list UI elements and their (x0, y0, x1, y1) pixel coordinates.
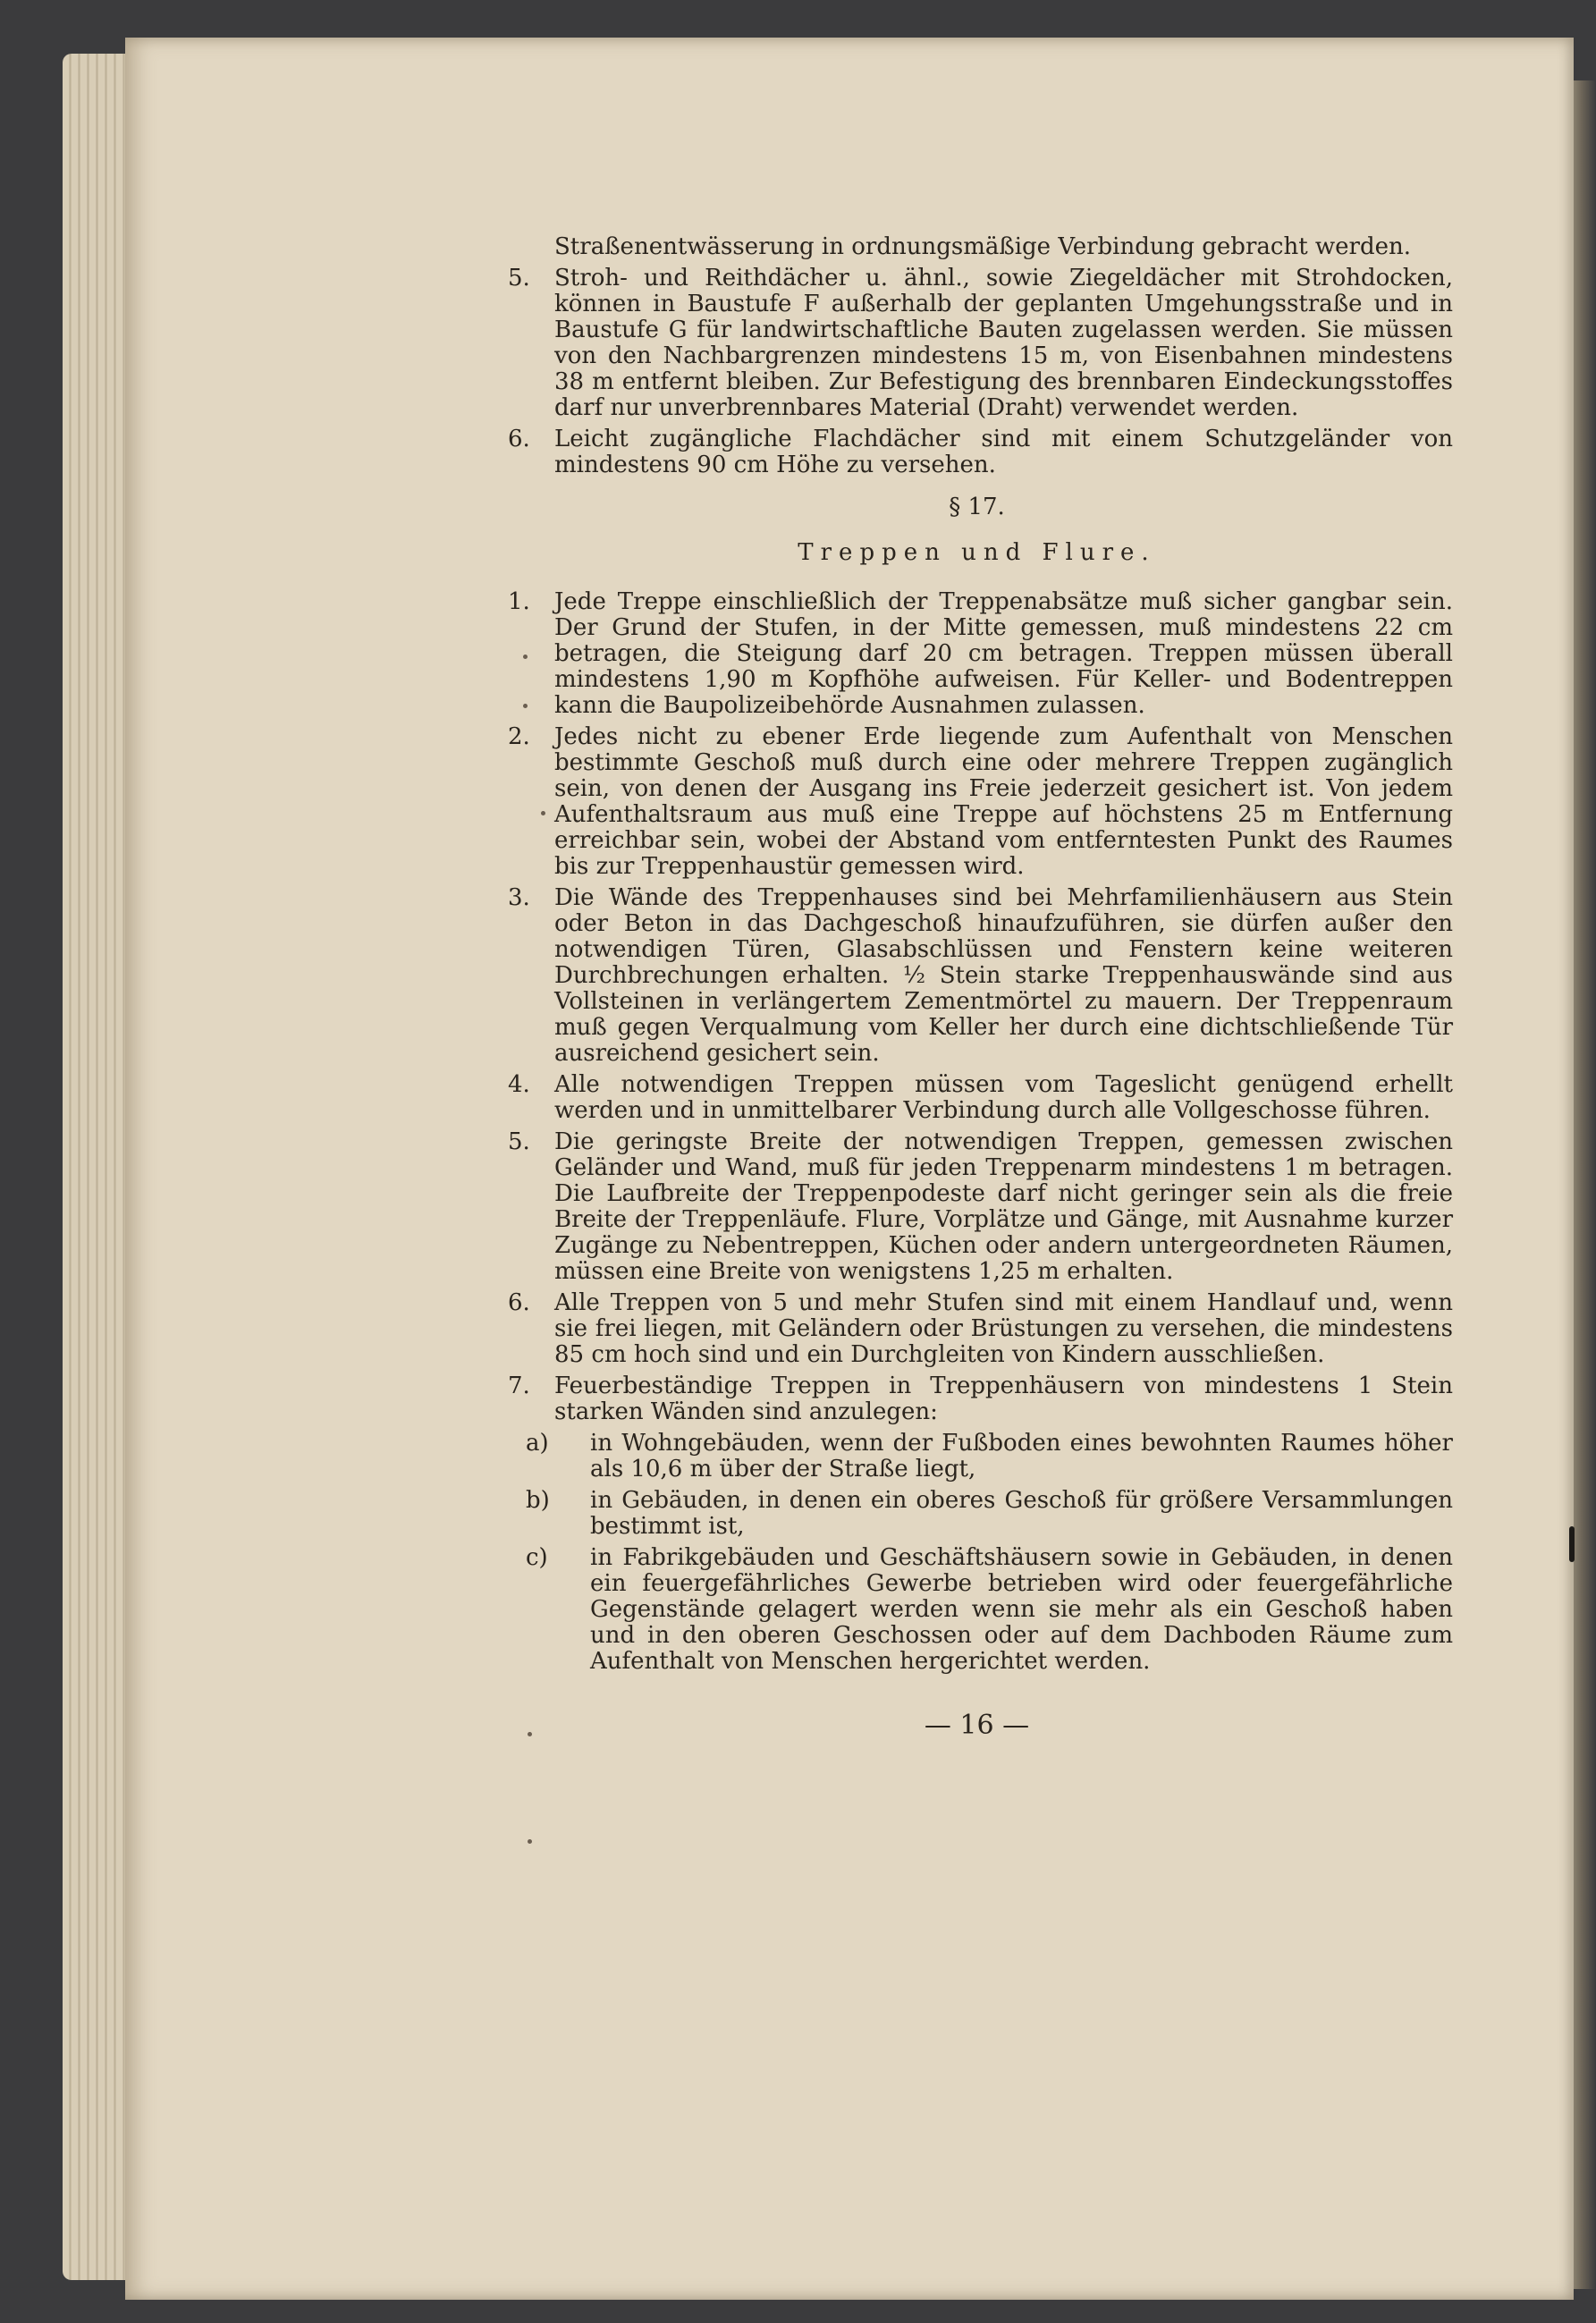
list-item (501, 1072, 1453, 1124)
section-title: Treppen und Flure. (798, 539, 1156, 566)
item-text: Die geringste Breite der notwendigen Treppen, gemessen zwischen Geländer und Wand, muß für jeden Treppenarm mindestens 1 m betragen. Die Laufbreite der Treppenpodeste darf nicht geringer sein als die freie Breite der Treppenläufe. Flure, Vorplätze und Gänge, mit Ausnahme kurzer Zugänge zu Nebentreppen, Küchen oder andern untergeordneten Räumen, müssen eine Breite von wenigstens 1,25 m erhalten. (554, 1128, 1453, 1285)
item-text: Jede Treppe einschließlich der Treppenabsätze muß sicher gangbar sein. Der Grund der Stufen, in der Mitte gemessen, muß mindestens 22 cm betragen, die Steigung darf 20 cm betragen. Treppen müssen überall mindestens 1,90 m Kopfhöhe aufweisen. Für Keller- und Bodentreppen kann die Baupolizeibehörde Ausnahmen zulassen. (554, 588, 1453, 719)
item-number: 6. (508, 1289, 530, 1316)
sub-item-letter: c) (526, 1544, 548, 1571)
sub-item (501, 1431, 1453, 1482)
list-item (501, 427, 1453, 478)
page-number: — 16 — (924, 1710, 1030, 1741)
sub-item-letter: a) (526, 1430, 549, 1457)
sub-item (501, 1545, 1453, 1675)
item-text: Die Wände des Treppenhauses sind bei Mehrfamilienhäusern aus Stein oder Beton in das Dachgeschoß hinaufzuführen, sie dürfen außer den notwendigen Türen, Glasabschlüssen und Fenstern keine weiteren Durchbrechungen erhalten. ½ Stein starke Treppenhauswände sind aus Vollsteinen in verlängertem Zementmörtel zu mauern. Der Treppenraum muß gegen Verqualmung vom Keller her durch eine dichtschließende Tür ausreichend gesichert sein. (554, 884, 1453, 1067)
sub-item-letter: b) (526, 1487, 550, 1514)
paper-speck (528, 1839, 532, 1844)
item-number: 1. (508, 588, 530, 615)
item-text: Leicht zugängliche Flachdächer sind mit einem Schutzgeländer von mindestens 90 cm Höhe zu versehen. (554, 426, 1453, 478)
sub-item-text: in Gebäuden, in denen ein oberes Geschoß für größere Versammlungen bestimmt ist, (590, 1487, 1453, 1540)
item-number: 4. (508, 1071, 530, 1098)
item-text: Alle notwendigen Treppen müssen vom Tageslicht genügend erhellt werden und in unmittelbarer Verbindung durch alle Vollgeschosse führen. (554, 1071, 1453, 1124)
item-text: Jedes nicht zu ebener Erde liegende zum Aufenthalt von Menschen bestimmte Geschoß muß durch eine oder mehrere Treppen zugänglich sein, von denen der Ausgang ins Freie jederzeit gesichert ist. Von jedem Aufenthaltsraum aus muß eine Treppe auf höchstens 25 m Entfernung erreichbar sein, wobei der Abstand vom entferntesten Punkt des Raumes bis zur Treppenhaustür gemessen wird. (554, 723, 1453, 880)
list-item (501, 1373, 1453, 1425)
intro-paragraph: Straßenentwässerung in ordnungsmäßige Verbindung gebracht werden. (554, 233, 1412, 260)
section-number: § 17. (949, 494, 1005, 520)
page-mark (1569, 1526, 1575, 1562)
item-number: 6. (508, 426, 530, 452)
item-number: 3. (508, 884, 530, 911)
list-item (501, 885, 1453, 1067)
item-number: 5. (508, 265, 530, 291)
sub-item-text: in Fabrikgebäuden und Geschäftshäusern sowie in Gebäuden, in denen ein feuergefährliches Gewerbe betrieben wird oder feuergefährliche Gegenstände gelagert werden wenn sie mehr als ein Geschoß haben und in den oberen Geschossen oder auf dem Dachboden Räume zum Aufenthalt von Menschen hergerichtet werden. (590, 1544, 1453, 1675)
page-text (501, 233, 1453, 1741)
list-item (501, 1290, 1453, 1368)
list-item (501, 1129, 1453, 1285)
sub-item-text: in Wohngebäuden, wenn der Fußboden eines bewohnten Raumes höher als 10,6 m über der Straße liegt, (590, 1430, 1453, 1482)
item-number: 5. (508, 1128, 530, 1155)
item-number: 2. (508, 723, 530, 750)
item-number: 7. (508, 1373, 530, 1399)
item-text: Alle Treppen von 5 und mehr Stufen sind mit einem Handlauf und, wenn sie frei liegen, mit Geländern oder Brüstungen zu versehen, die mindestens 85 cm hoch sind und ein Durchgleiten von Kindern ausschließen. (554, 1289, 1453, 1368)
list-item (501, 589, 1453, 719)
item-text: Feuerbeständige Treppen in Treppenhäusern von mindestens 1 Stein starken Wänden sind anzulegen: (554, 1373, 1453, 1425)
sub-item (501, 1488, 1453, 1540)
list-item (501, 724, 1453, 880)
list-item (501, 266, 1453, 421)
item-text: Stroh- und Reithdächer u. ähnl., sowie Ziegeldächer mit Strohdocken, können in Baustufe F außerhalb der geplanten Umgehungsstraße und in Baustufe G für landwirtschaftliche Bauten zugelassen werden. Sie müssen von den Nachbargrenzen mindestens 15 m, von Eisenbahnen mindestens 38 m entfernt bleiben. Zur Befestigung des brennbaren Eindeckungsstoffes darf nur unverbrennbares Material (Draht) verwendet werden. (554, 265, 1453, 421)
